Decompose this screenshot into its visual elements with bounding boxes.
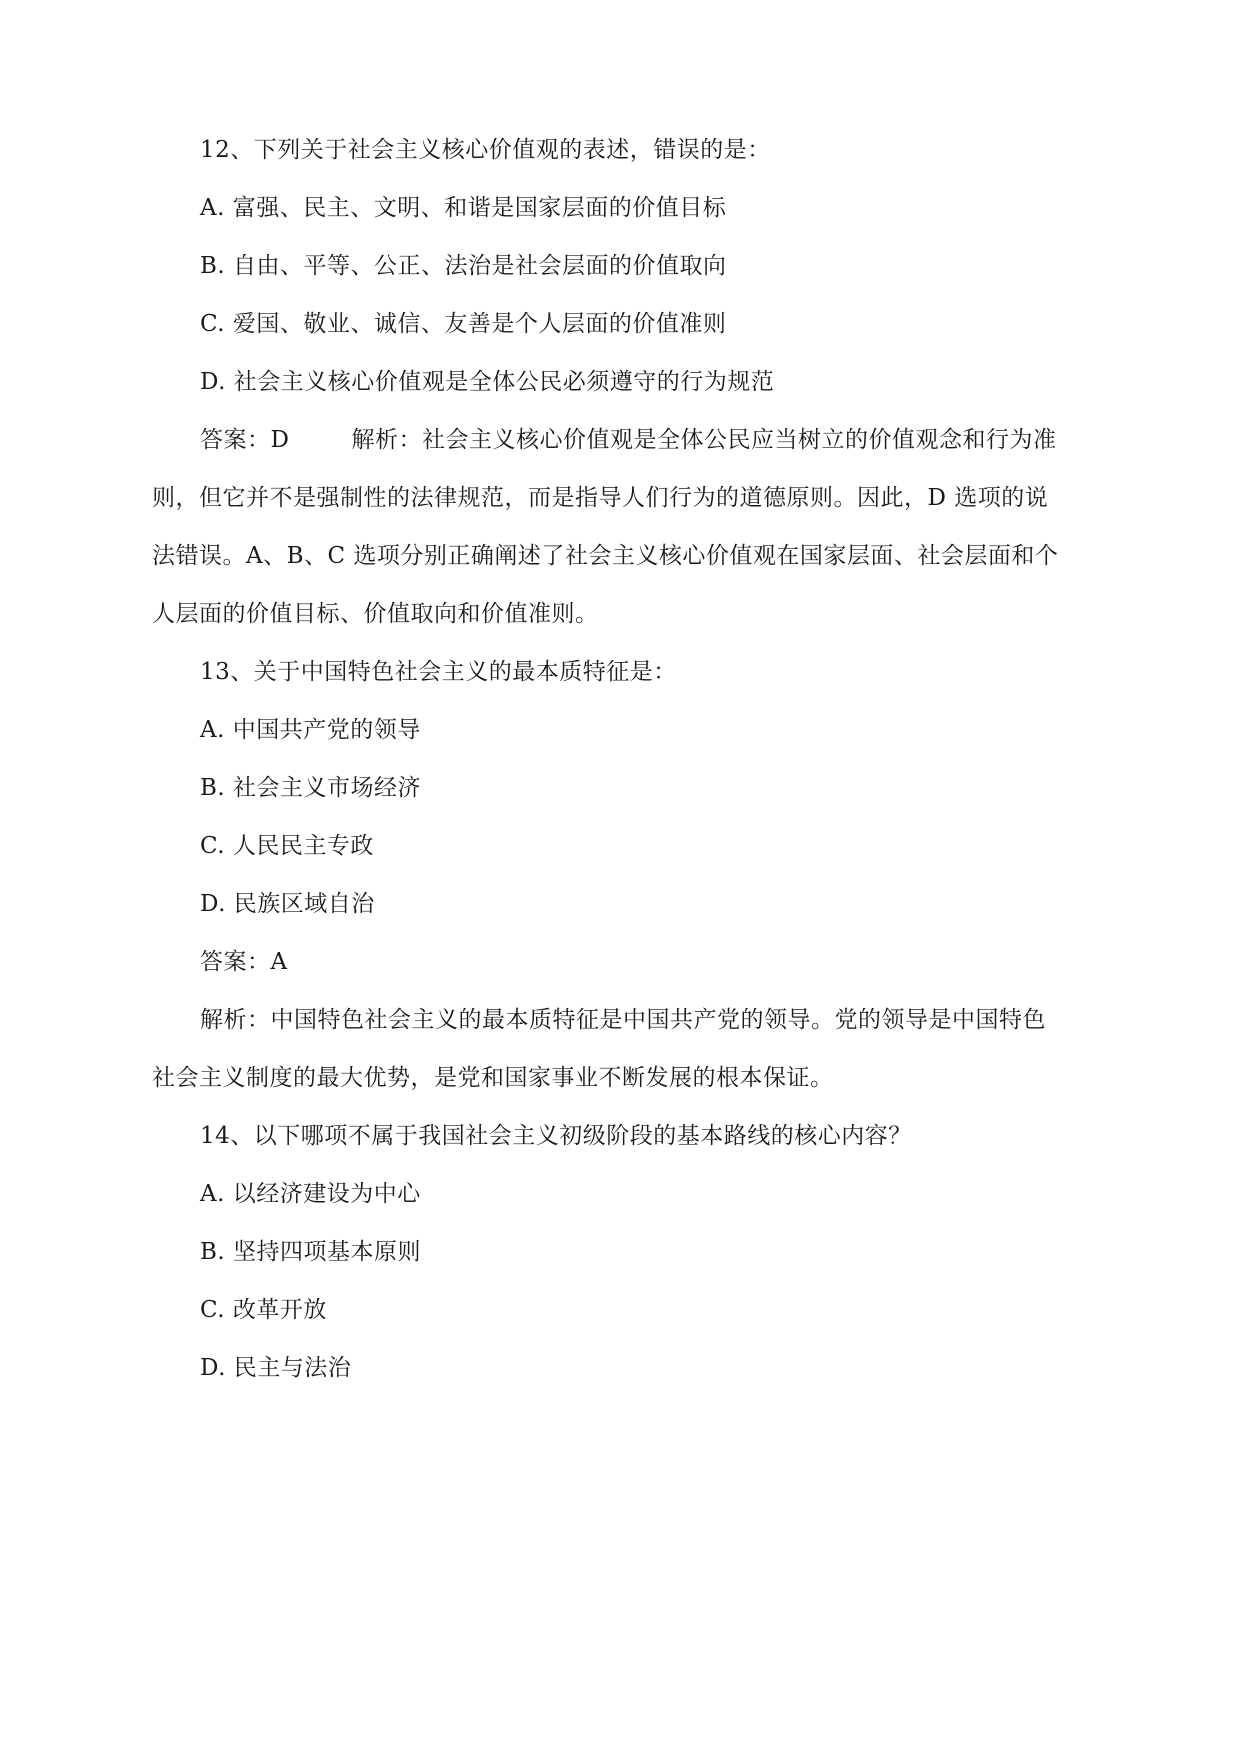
- question-12-stem: 12、下列关于社会主义核心价值观的表述，错误的是：: [200, 137, 771, 163]
- question-12-analysis-line-3: 法错误。A、B、C 选项分别正确阐述了社会主义核心价值观在国家层面、社会层面和个: [152, 543, 1059, 569]
- question-12-answer-row: [200, 425, 1056, 455]
- question-14-option-b: B. 坚持四项基本原则: [200, 1239, 422, 1265]
- question-12-option-b: B. 自由、平等、公正、法治是社会层面的价值取向: [200, 253, 727, 279]
- question-13-analysis-line-2: 社会主义制度的最大优势，是党和国家事业不断发展的根本保证。: [152, 1065, 834, 1091]
- question-12-option-d: D. 社会主义核心价值观是全体公民必须遵守的行为规范: [200, 369, 775, 395]
- question-13-option-d: D. 民族区域自治: [200, 891, 375, 917]
- question-14-option-a: A. 以经济建设为中心: [200, 1181, 421, 1207]
- question-13-option-a: A. 中国共产党的领导: [200, 717, 421, 743]
- question-12-option-a: A. 富强、民主、文明、和谐是国家层面的价值目标: [200, 195, 727, 221]
- question-12-analysis-line-4: 人层面的价值目标、价值取向和价值准则。: [152, 601, 599, 627]
- question-12-analysis-line-1: 解析：社会主义核心价值观是全体公民应当树立的价值观念和行为准: [351, 427, 1057, 453]
- question-14-stem: 14、以下哪项不属于我国社会主义初级阶段的基本路线的核心内容？: [200, 1123, 912, 1149]
- question-13-answer: 答案：A: [200, 949, 288, 975]
- question-12-analysis-line-2: 则，但它并不是强制性的法律规范，而是指导人们行为的道德原则。因此，D 选项的说: [152, 485, 1049, 511]
- question-13-stem: 13、关于中国特色社会主义的最本质特征是：: [200, 659, 677, 685]
- question-14-option-d: D. 民主与法治: [200, 1355, 352, 1381]
- question-14-option-c: C. 改革开放: [200, 1297, 327, 1323]
- question-13-option-b: B. 社会主义市场经济: [200, 775, 422, 801]
- question-13-option-c: C. 人民民主专政: [200, 833, 374, 859]
- question-13-analysis-line-1: 解析：中国特色社会主义的最本质特征是中国共产党的领导。党的领导是中国特色: [200, 1007, 1046, 1033]
- question-12-answer: 答案：D: [200, 427, 290, 453]
- question-12-option-c: C. 爱国、敬业、诚信、友善是个人层面的价值准则: [200, 311, 727, 337]
